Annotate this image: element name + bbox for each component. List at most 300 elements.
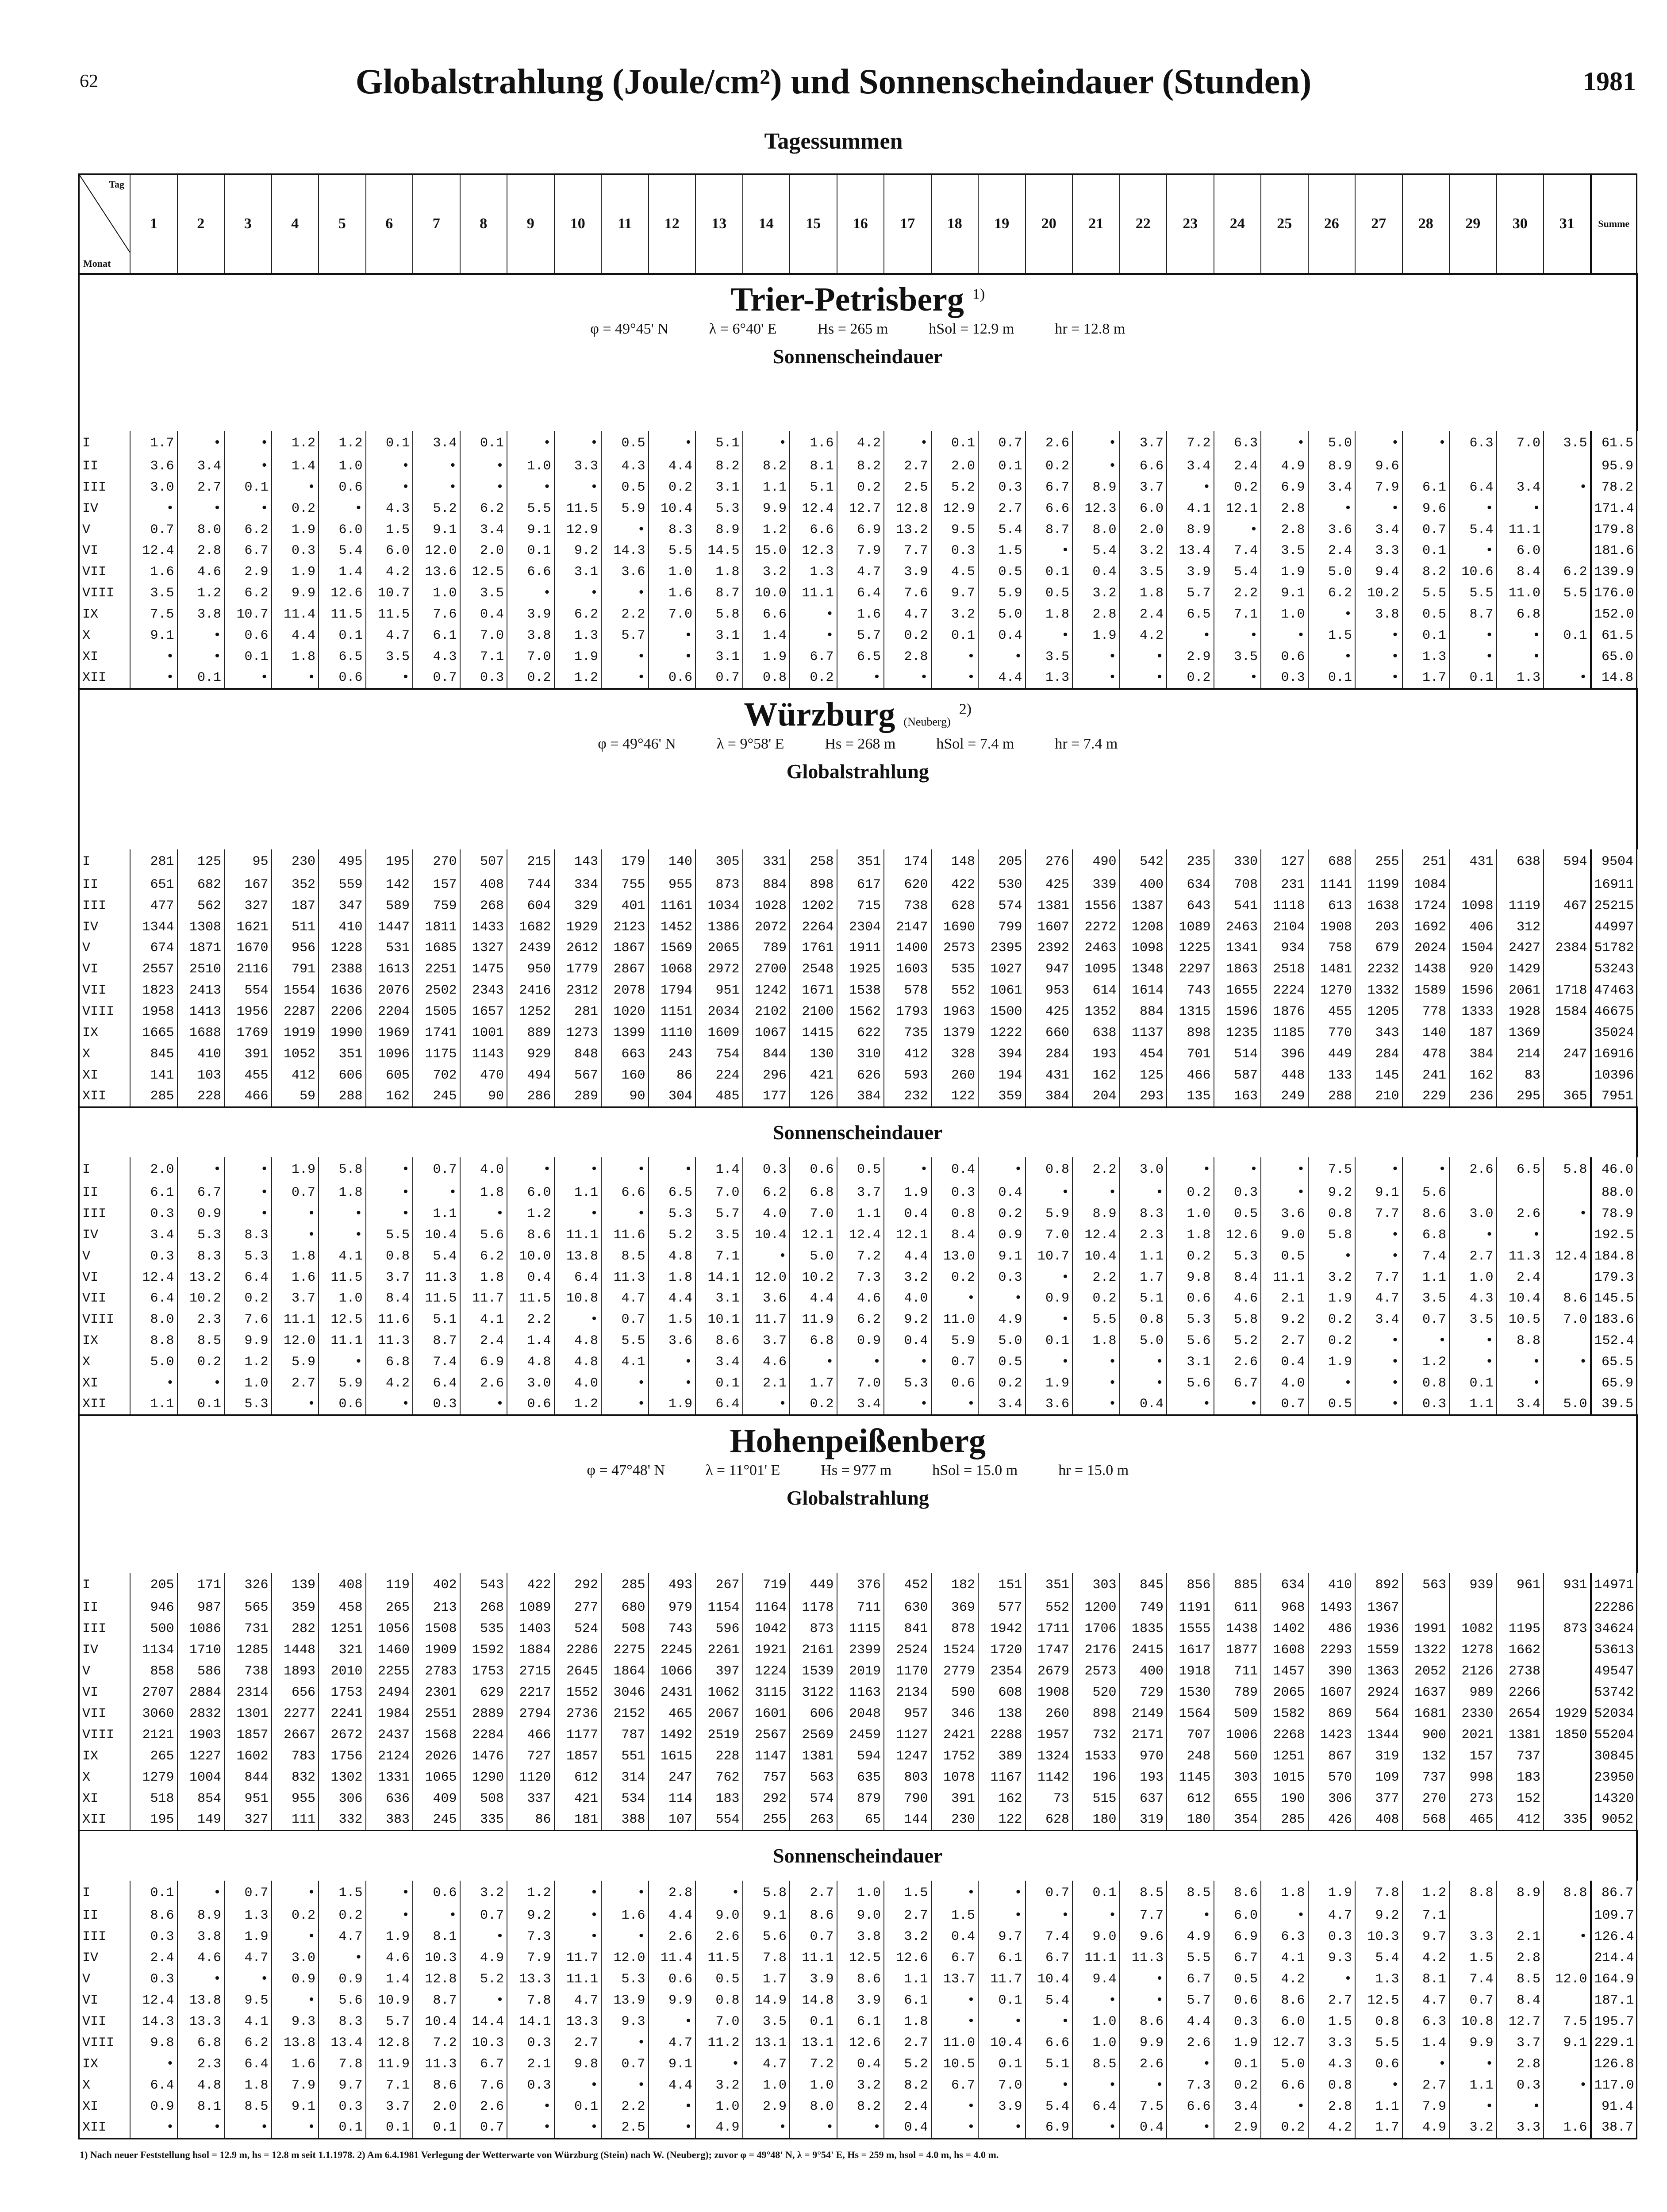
value-cell: • bbox=[931, 1881, 979, 1905]
value-cell: • bbox=[1402, 1330, 1450, 1352]
value-cell: 12.6 bbox=[837, 2032, 884, 2054]
value-cell: 2667 bbox=[272, 1724, 319, 1746]
value-cell: • bbox=[177, 2117, 225, 2139]
day-header: 20 bbox=[1026, 174, 1073, 274]
value-cell: 6.0 bbox=[319, 519, 366, 541]
value-cell: • bbox=[319, 1352, 366, 1373]
value-cell: 10.6 bbox=[1449, 561, 1497, 583]
value-cell: 1222 bbox=[978, 1022, 1026, 1044]
value-cell: • bbox=[649, 431, 696, 456]
value-cell: 535 bbox=[460, 1618, 507, 1640]
value-cell: 1145 bbox=[1167, 1767, 1214, 1788]
value-cell: 9.9 bbox=[1449, 2032, 1497, 2054]
value-cell: 5.7 bbox=[837, 625, 884, 646]
value-cell: 160 bbox=[601, 1065, 649, 1086]
value-cell: 0.1 bbox=[1072, 1881, 1120, 1905]
value-cell: 2459 bbox=[837, 1724, 884, 1746]
value-cell: 4.7 bbox=[224, 1947, 272, 1969]
value-cell: 508 bbox=[601, 1618, 649, 1640]
value-cell: • bbox=[601, 1926, 649, 1947]
value-cell: 1524 bbox=[931, 1640, 979, 1661]
value-cell: 210 bbox=[1355, 1086, 1402, 1107]
value-cell: 0.8 bbox=[1120, 1309, 1167, 1330]
month-cell: VI bbox=[79, 1267, 130, 1288]
value-cell: 8.7 bbox=[1449, 604, 1497, 625]
sum-cell: 145.5 bbox=[1591, 1288, 1637, 1310]
value-cell: 2072 bbox=[743, 917, 790, 938]
value-cell: 0.3 bbox=[272, 540, 319, 561]
value-cell: 0.4 bbox=[931, 1157, 979, 1182]
value-cell: • bbox=[601, 2075, 649, 2096]
value-cell: 0.7 bbox=[1449, 1990, 1497, 2011]
value-cell: • bbox=[1261, 1182, 1308, 1203]
month-cell: VII bbox=[79, 561, 130, 583]
value-cell bbox=[1544, 917, 1591, 938]
value-cell: 0.8 bbox=[743, 668, 790, 689]
value-cell: 5.8 bbox=[743, 1881, 790, 1905]
value-cell: • bbox=[224, 431, 272, 456]
value-cell: 1195 bbox=[1497, 1618, 1544, 1640]
value-cell: 270 bbox=[1402, 1788, 1450, 1809]
value-cell: • bbox=[601, 1157, 649, 1182]
value-cell: 0.3 bbox=[130, 1246, 177, 1267]
value-cell: 5.7 bbox=[695, 1203, 743, 1225]
value-cell: 0.6 bbox=[649, 1969, 696, 1990]
value-cell: 4.2 bbox=[1308, 2117, 1356, 2139]
value-cell: 9.4 bbox=[1072, 1969, 1120, 1990]
value-cell: 11.7 bbox=[978, 1969, 1026, 1990]
value-cell: 1909 bbox=[413, 1640, 460, 1661]
value-cell: • bbox=[1026, 2075, 1073, 2096]
value-cell: 638 bbox=[1072, 1022, 1120, 1044]
value-cell: • bbox=[460, 1203, 507, 1225]
value-cell: 6.1 bbox=[837, 2011, 884, 2032]
value-cell bbox=[1544, 1022, 1591, 1044]
value-cell: 310 bbox=[837, 1044, 884, 1065]
value-cell: 140 bbox=[1402, 1022, 1450, 1044]
value-cell: • bbox=[1072, 1352, 1120, 1373]
value-cell: 1692 bbox=[1402, 917, 1450, 938]
value-cell: 1078 bbox=[931, 1767, 979, 1788]
value-cell: 0.6 bbox=[1214, 1990, 1261, 2011]
value-cell: 8.7 bbox=[1026, 519, 1073, 541]
value-cell: 3.3 bbox=[554, 456, 602, 477]
value-cell: • bbox=[507, 477, 554, 498]
value-cell: 2121 bbox=[130, 1724, 177, 1746]
value-cell: 5.2 bbox=[931, 477, 979, 498]
value-cell: 326 bbox=[224, 1573, 272, 1598]
value-cell: 109 bbox=[1355, 1767, 1402, 1788]
month-cell: VI bbox=[79, 540, 130, 561]
value-cell: 11.1 bbox=[319, 1330, 366, 1352]
value-cell bbox=[1544, 1767, 1591, 1788]
value-cell: 634 bbox=[1167, 874, 1214, 895]
value-cell: 0.6 bbox=[790, 1157, 837, 1182]
value-cell: 6.6 bbox=[1026, 498, 1073, 519]
value-cell: 9.1 bbox=[507, 519, 554, 541]
value-cell: 708 bbox=[1214, 874, 1261, 895]
value-cell: 7.0 bbox=[460, 625, 507, 646]
value-cell: 2251 bbox=[413, 959, 460, 980]
value-cell: 5.7 bbox=[601, 625, 649, 646]
value-cell: 1921 bbox=[743, 1640, 790, 1661]
value-cell: 10.4 bbox=[1497, 1288, 1544, 1310]
value-cell: 2463 bbox=[1214, 917, 1261, 938]
value-cell: • bbox=[1026, 1267, 1073, 1288]
value-cell: 391 bbox=[224, 1044, 272, 1065]
value-cell: 3.0 bbox=[1449, 1203, 1497, 1225]
value-cell: 2286 bbox=[554, 1640, 602, 1661]
value-cell: 1539 bbox=[790, 1661, 837, 1682]
value-cell: 2437 bbox=[366, 1724, 413, 1746]
value-cell: 2.4 bbox=[1497, 1267, 1544, 1288]
value-cell: 1178 bbox=[790, 1597, 837, 1618]
value-cell: 13.7 bbox=[931, 1969, 979, 1990]
value-cell: 229 bbox=[1402, 1086, 1450, 1107]
value-cell: 1460 bbox=[366, 1640, 413, 1661]
value-cell: 2.3 bbox=[177, 2054, 225, 2075]
value-cell: • bbox=[413, 1182, 460, 1203]
value-cell: 1942 bbox=[978, 1618, 1026, 1640]
value-cell: 1.6 bbox=[1544, 2117, 1591, 2139]
value-cell: 2.7 bbox=[1308, 1990, 1356, 2011]
value-cell bbox=[1544, 1597, 1591, 1618]
value-cell: 2354 bbox=[978, 1661, 1026, 1682]
value-cell: 303 bbox=[1214, 1767, 1261, 1788]
value-cell: 1089 bbox=[1167, 917, 1214, 938]
value-cell: • bbox=[1355, 2075, 1402, 2096]
value-cell: 305 bbox=[695, 849, 743, 874]
value-cell: 1.8 bbox=[272, 646, 319, 668]
value-cell: 8.5 bbox=[1497, 1969, 1544, 1990]
value-cell: 1381 bbox=[790, 1746, 837, 1767]
value-cell: 6.4 bbox=[224, 1267, 272, 1288]
value-cell: 6.2 bbox=[224, 519, 272, 541]
value-cell: 1.5 bbox=[931, 1905, 979, 1926]
value-cell: 7.3 bbox=[507, 1926, 554, 1947]
value-cell: 2.8 bbox=[884, 646, 931, 668]
value-cell: 3.6 bbox=[601, 561, 649, 583]
value-cell: 1205 bbox=[1355, 1001, 1402, 1022]
value-cell: 293 bbox=[1120, 1086, 1167, 1107]
value-cell: 6.2 bbox=[837, 1309, 884, 1330]
value-cell: 2736 bbox=[554, 1703, 602, 1724]
value-cell: 8.9 bbox=[1072, 477, 1120, 498]
value-cell: 0.8 bbox=[695, 1990, 743, 2011]
value-cell: 4.8 bbox=[507, 1352, 554, 1373]
value-cell: 5.8 bbox=[1214, 1309, 1261, 1330]
value-cell: 1637 bbox=[1402, 1682, 1450, 1703]
value-cell: 3122 bbox=[790, 1682, 837, 1703]
value-cell: 7.7 bbox=[1355, 1203, 1402, 1225]
value-cell: 8.2 bbox=[837, 2096, 884, 2117]
value-cell: 0.2 bbox=[1214, 477, 1261, 498]
value-cell: 1141 bbox=[1308, 874, 1356, 895]
value-cell: 157 bbox=[1449, 1746, 1497, 1767]
value-cell: 8.8 bbox=[1497, 1330, 1544, 1352]
value-cell: 11.5 bbox=[319, 1267, 366, 1288]
value-cell: 9.1 bbox=[130, 625, 177, 646]
value-cell: 574 bbox=[978, 895, 1026, 917]
value-cell: 3.4 bbox=[1214, 2096, 1261, 2117]
value-cell: 0.9 bbox=[978, 1225, 1026, 1246]
value-cell: 0.2 bbox=[1167, 668, 1214, 689]
value-cell: • bbox=[130, 646, 177, 668]
value-cell: 1617 bbox=[1167, 1640, 1214, 1661]
sum-cell: 195.7 bbox=[1591, 2011, 1637, 2032]
value-cell: 5.4 bbox=[1026, 2096, 1073, 2117]
value-cell: 10.4 bbox=[978, 2032, 1026, 2054]
value-cell: 1564 bbox=[1167, 1703, 1214, 1724]
value-cell: 1.6 bbox=[272, 1267, 319, 1288]
value-cell: • bbox=[790, 2117, 837, 2139]
value-cell bbox=[1544, 1640, 1591, 1661]
value-cell: 1991 bbox=[1402, 1618, 1450, 1640]
day-header: 5 bbox=[319, 174, 366, 274]
day-header: 1 bbox=[130, 174, 177, 274]
value-cell: • bbox=[1120, 668, 1167, 689]
value-cell: 3.4 bbox=[1355, 1309, 1402, 1330]
value-cell: 377 bbox=[1355, 1788, 1402, 1809]
value-cell: 892 bbox=[1355, 1573, 1402, 1598]
value-cell: 162 bbox=[366, 1086, 413, 1107]
value-cell: 179 bbox=[601, 849, 649, 874]
value-cell: 1015 bbox=[1261, 1767, 1308, 1788]
value-cell: 13.2 bbox=[177, 1267, 225, 1288]
value-cell: 466 bbox=[224, 1086, 272, 1107]
value-cell bbox=[1544, 456, 1591, 477]
value-cell: 1.9 bbox=[649, 1394, 696, 1415]
value-cell: • bbox=[1214, 1394, 1261, 1415]
value-cell: 5.3 bbox=[649, 1203, 696, 1225]
coord-hs: Hs = 265 m bbox=[817, 320, 888, 337]
value-cell: 4.3 bbox=[413, 646, 460, 668]
value-cell: 8.6 bbox=[837, 1969, 884, 1990]
value-cell: 2551 bbox=[413, 1703, 460, 1724]
table-row bbox=[79, 1065, 1637, 1086]
value-cell: 2867 bbox=[601, 959, 649, 980]
value-cell: 2567 bbox=[743, 1724, 790, 1746]
table-row bbox=[79, 980, 1637, 1001]
value-cell: 4.8 bbox=[177, 2075, 225, 2096]
value-cell: 408 bbox=[460, 874, 507, 895]
value-cell: • bbox=[931, 646, 979, 668]
value-cell: 1028 bbox=[743, 895, 790, 917]
value-cell: 2.8 bbox=[649, 1881, 696, 1905]
value-cell: • bbox=[272, 1225, 319, 1246]
sum-cell: 44997 bbox=[1591, 917, 1637, 938]
value-cell: 9.0 bbox=[1072, 1926, 1120, 1947]
value-cell: • bbox=[1355, 1225, 1402, 1246]
value-cell: 1.8 bbox=[1026, 604, 1073, 625]
value-cell: 1177 bbox=[554, 1724, 602, 1746]
value-cell: 409 bbox=[413, 1788, 460, 1809]
value-cell: 465 bbox=[649, 1703, 696, 1724]
value-cell: 4.4 bbox=[272, 625, 319, 646]
value-cell: 7.2 bbox=[837, 1246, 884, 1267]
value-cell: 2255 bbox=[366, 1661, 413, 1682]
value-cell: 1615 bbox=[649, 1746, 696, 1767]
value-cell: 5.0 bbox=[978, 1330, 1026, 1352]
value-cell: 8.6 bbox=[1402, 1203, 1450, 1225]
value-cell: 1.1 bbox=[1355, 2096, 1402, 2117]
value-cell: 4.3 bbox=[1449, 1288, 1497, 1310]
value-cell: 630 bbox=[884, 1597, 931, 1618]
value-cell: 0.8 bbox=[1402, 1373, 1450, 1394]
value-cell: 7.9 bbox=[1355, 477, 1402, 498]
value-cell: 0.9 bbox=[837, 1330, 884, 1352]
value-cell: 7.0 bbox=[1544, 1309, 1591, 1330]
value-cell: 5.2 bbox=[884, 2054, 931, 2075]
value-cell: 13.3 bbox=[554, 2011, 602, 2032]
table-row bbox=[79, 1703, 1637, 1724]
table-row bbox=[79, 1661, 1637, 1682]
value-cell: • bbox=[790, 604, 837, 625]
value-cell: 1835 bbox=[1120, 1618, 1167, 1640]
value-cell: • bbox=[1308, 646, 1356, 668]
value-cell: • bbox=[1355, 431, 1402, 456]
value-cell: 1.7 bbox=[743, 1969, 790, 1990]
value-cell: 1811 bbox=[413, 917, 460, 938]
value-cell: 6.9 bbox=[1214, 1926, 1261, 1947]
table-row bbox=[79, 1881, 1637, 1905]
coord-phi: φ = 49°46' N bbox=[598, 735, 676, 752]
value-cell: • bbox=[507, 2117, 554, 2139]
value-cell: 13.3 bbox=[507, 1969, 554, 1990]
value-cell: 6.4 bbox=[413, 1373, 460, 1394]
value-cell: • bbox=[1497, 625, 1544, 646]
value-cell: 643 bbox=[1167, 895, 1214, 917]
value-cell: 4.7 bbox=[601, 1288, 649, 1310]
value-cell: 5.3 bbox=[224, 1246, 272, 1267]
value-cell: 1.2 bbox=[272, 431, 319, 456]
station-coordinates bbox=[82, 1463, 1633, 1478]
sum-cell: 16916 bbox=[1591, 1044, 1637, 1065]
value-cell: 0.7 bbox=[978, 431, 1026, 456]
value-cell: 1423 bbox=[1308, 1724, 1356, 1746]
value-cell: 6.2 bbox=[224, 2032, 272, 2054]
value-cell: 1367 bbox=[1355, 1597, 1402, 1618]
day-header: 14 bbox=[743, 174, 790, 274]
value-cell: 4.0 bbox=[743, 1203, 790, 1225]
value-cell: 1.4 bbox=[1402, 2032, 1450, 2054]
value-cell: 1200 bbox=[1072, 1597, 1120, 1618]
value-cell: 1752 bbox=[931, 1746, 979, 1767]
value-cell: 2672 bbox=[319, 1724, 366, 1746]
value-cell: 3.2 bbox=[1072, 583, 1120, 604]
value-cell: 1608 bbox=[1261, 1640, 1308, 1661]
day-header: 12 bbox=[649, 174, 696, 274]
value-cell: 867 bbox=[1308, 1746, 1356, 1767]
value-cell: 1386 bbox=[695, 917, 743, 938]
sum-cell: 65.0 bbox=[1591, 646, 1637, 668]
month-cell: XII bbox=[79, 668, 130, 689]
value-cell: 5.2 bbox=[460, 1969, 507, 1990]
value-cell: 0.2 bbox=[1026, 456, 1073, 477]
value-cell: 205 bbox=[130, 1573, 177, 1598]
value-cell: 295 bbox=[1497, 1086, 1544, 1107]
table-row bbox=[79, 1001, 1637, 1022]
value-cell: 346 bbox=[931, 1703, 979, 1724]
value-cell: 2.3 bbox=[1120, 1225, 1167, 1246]
value-cell: 1711 bbox=[1026, 1618, 1073, 1640]
value-cell: 5.4 bbox=[978, 519, 1026, 541]
value-cell: 5.6 bbox=[743, 1926, 790, 1947]
value-cell: 0.3 bbox=[507, 2075, 554, 2096]
value-cell: 181 bbox=[554, 1809, 602, 1831]
value-cell: 8.7 bbox=[695, 583, 743, 604]
value-cell: 249 bbox=[1261, 1086, 1308, 1107]
day-header: 11 bbox=[601, 174, 649, 274]
value-cell: 1344 bbox=[130, 917, 177, 938]
value-cell: 0.1 bbox=[224, 477, 272, 498]
value-cell: • bbox=[601, 1881, 649, 1905]
value-cell: 0.3 bbox=[130, 1203, 177, 1225]
value-cell: 1098 bbox=[1449, 895, 1497, 917]
value-cell: 9.9 bbox=[224, 1330, 272, 1352]
value-cell: 543 bbox=[460, 1573, 507, 1598]
value-cell: 1636 bbox=[319, 980, 366, 1001]
value-cell: 0.3 bbox=[1497, 2075, 1544, 2096]
value-cell: 1614 bbox=[1120, 980, 1167, 1001]
value-cell: 11.1 bbox=[554, 1225, 602, 1246]
value-cell: 248 bbox=[1167, 1746, 1214, 1767]
table-row bbox=[79, 1246, 1637, 1267]
month-cell: V bbox=[79, 1661, 130, 1682]
value-cell: 6.1 bbox=[130, 1182, 177, 1203]
value-cell: 351 bbox=[837, 849, 884, 874]
sum-cell: 214.4 bbox=[1591, 1947, 1637, 1969]
value-cell: 4.6 bbox=[366, 1947, 413, 1969]
value-cell: 635 bbox=[837, 1767, 884, 1788]
day-header: 31 bbox=[1544, 174, 1591, 274]
value-cell: 578 bbox=[884, 980, 931, 1001]
value-cell: 327 bbox=[224, 1809, 272, 1831]
value-cell: • bbox=[460, 456, 507, 477]
value-cell: 606 bbox=[790, 1703, 837, 1724]
day-header: 9 bbox=[507, 174, 554, 274]
value-cell: 5.7 bbox=[1167, 1990, 1214, 2011]
value-cell: 330 bbox=[1214, 849, 1261, 874]
value-cell: 12.9 bbox=[931, 498, 979, 519]
value-cell bbox=[1544, 1682, 1591, 1703]
value-cell: 1.8 bbox=[1120, 583, 1167, 604]
value-cell: 13.4 bbox=[319, 2032, 366, 2054]
value-cell: 2343 bbox=[460, 980, 507, 1001]
value-cell: 715 bbox=[837, 895, 884, 917]
value-cell: • bbox=[1120, 2075, 1167, 2096]
value-cell: 9.1 bbox=[978, 1246, 1026, 1267]
value-cell: 1919 bbox=[272, 1022, 319, 1044]
value-cell: 2.1 bbox=[1497, 1926, 1544, 1947]
day-header: 30 bbox=[1497, 174, 1544, 274]
value-cell: 494 bbox=[507, 1065, 554, 1086]
value-cell: 9.8 bbox=[1167, 1267, 1214, 1288]
day-header: 18 bbox=[931, 174, 979, 274]
value-cell: 1492 bbox=[649, 1724, 696, 1746]
value-cell: 12.1 bbox=[884, 1225, 931, 1246]
value-cell: 0.6 bbox=[1261, 646, 1308, 668]
value-cell: 14.3 bbox=[130, 2011, 177, 2032]
value-cell: 0.2 bbox=[224, 1288, 272, 1310]
value-cell: 9.3 bbox=[1308, 1947, 1356, 1969]
value-cell: • bbox=[1308, 1969, 1356, 1990]
value-cell: 509 bbox=[1214, 1703, 1261, 1724]
value-cell: 0.8 bbox=[1355, 2011, 1402, 2032]
value-cell: • bbox=[272, 1203, 319, 1225]
value-cell: 0.4 bbox=[1072, 561, 1120, 583]
value-cell: 1.1 bbox=[1402, 1267, 1450, 1288]
